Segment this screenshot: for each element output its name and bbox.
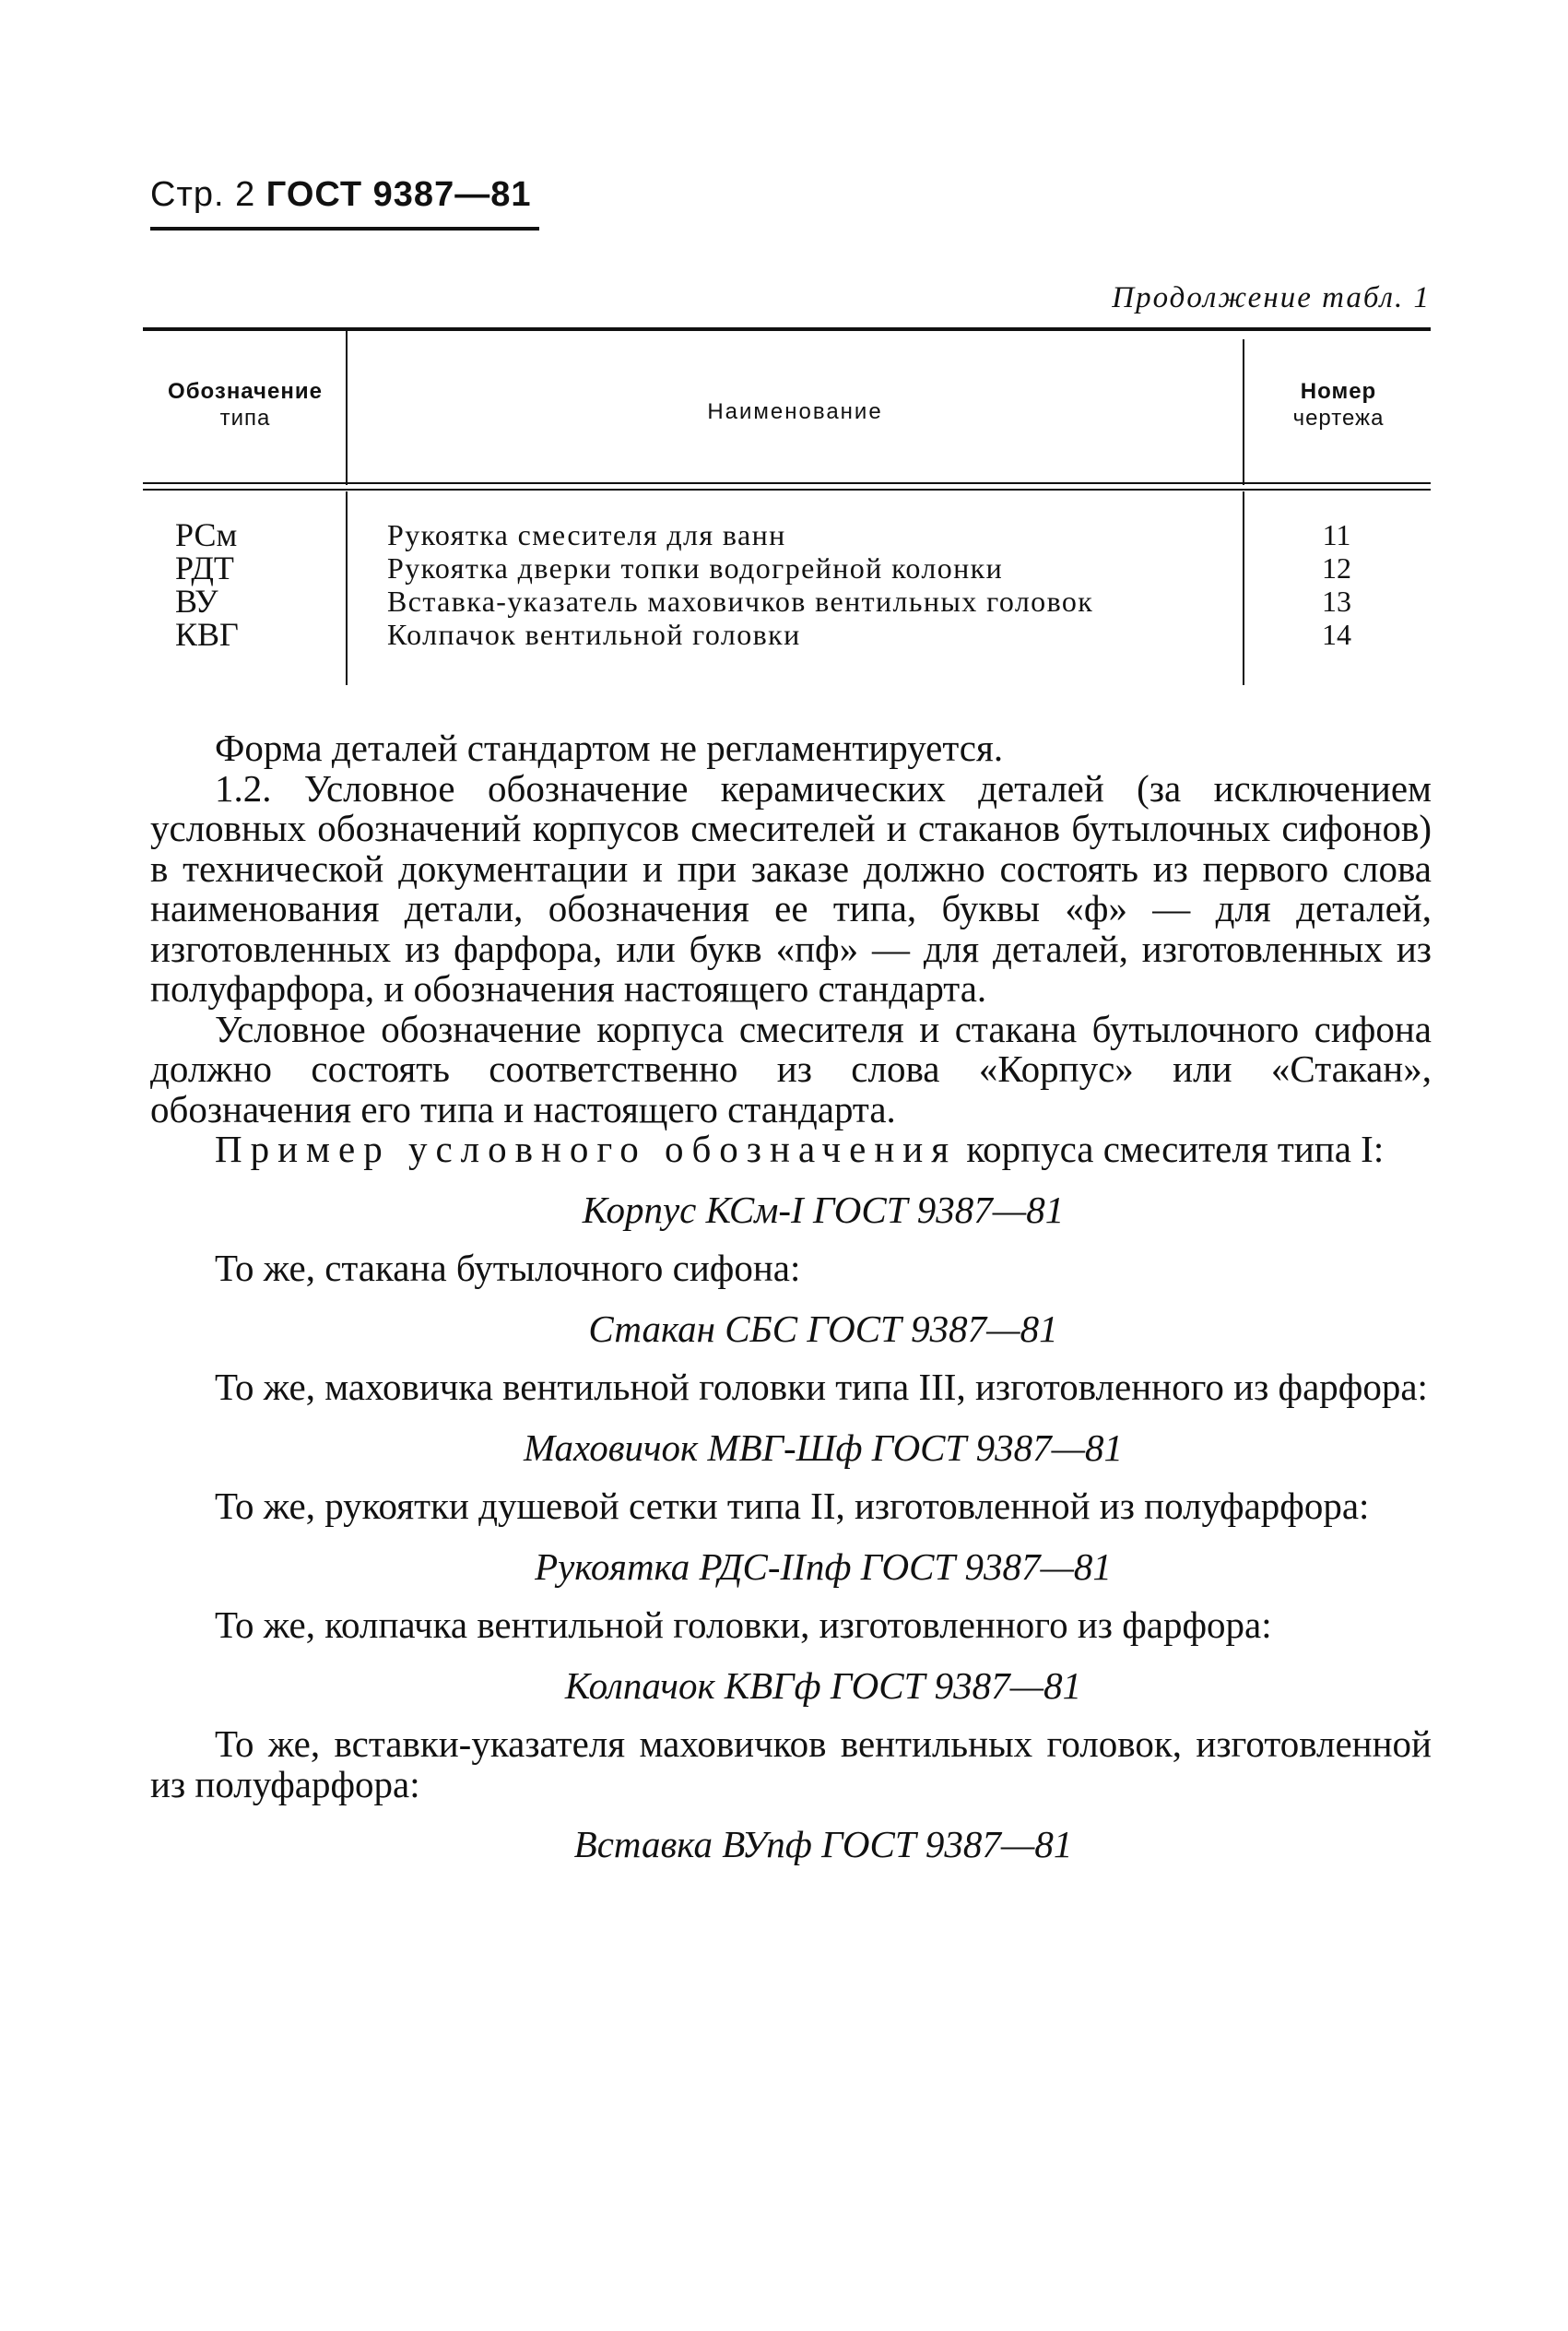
body-text [150, 728, 1432, 1865]
table-column-divider [346, 330, 348, 485]
standard-number: ГОСТ 9387—81 [265, 175, 532, 214]
page-header [150, 175, 531, 215]
table-cell-drawing: 14 [1322, 618, 1351, 651]
table-caption: Продолжение табл. 1 [1112, 281, 1431, 314]
paragraph: То же, рукоятки душевой сетки типа II, изготовленной из полуфарфора: [215, 1485, 1370, 1527]
header-name: Наименование [707, 399, 883, 424]
header-rule [150, 227, 539, 231]
table-cell-type: РСм [175, 516, 238, 553]
name-column [387, 518, 1093, 651]
drawing-column [1291, 518, 1383, 651]
table-cell-name: Вставка-указатель маховичков вентильных головок [387, 585, 1094, 618]
table-cell-name: Рукоятка дверки топки водогрейной колонки [387, 551, 1004, 585]
paragraph: То же, вставки-указателя маховичков вентильных головок, изготовленной из полуфарфора: [150, 1722, 1432, 1805]
designation-example: Вставка ВУпф ГОСТ 9387—81 [573, 1823, 1073, 1865]
paragraph: 1.2. Условное обозначение керамических деталей (за исключением условных обозначений корпусов смесителей и стаканов бутылочных сифонов) в технической документации и при заказе должно состоять из первого слова наименования детали, обозначения ее типа, буквы «ф» — для деталей, изготовленных из фарфора, или букв «пф» — для деталей, изготовленных из полуфарфора, и обозначения настоящего стандарта. [150, 766, 1432, 1010]
page-number: Стр. 2 [150, 175, 256, 214]
paragraph: Пример условного обозначения корпуса смесителя типа I: [215, 1128, 1385, 1170]
table-cell-type: РДТ [175, 550, 234, 586]
paragraph: То же, стакана бутылочного сифона: [215, 1247, 801, 1289]
header-drawing: Номер чертежа [1292, 379, 1385, 431]
spaced-term: Пример условного обозначения [215, 1128, 958, 1170]
table-header-rule [143, 482, 1431, 484]
designation-example: Рукоятка РДС-IIпф ГОСТ 9387—81 [535, 1544, 1112, 1588]
table-column-divider [346, 491, 348, 685]
paragraph: Форма деталей стандартом не регламентируется. [215, 727, 1004, 769]
table-cell-name: Рукоятка смесителя для ванн [387, 518, 786, 551]
table-header-rule [143, 489, 1431, 491]
table-column-divider [1243, 491, 1244, 685]
designation-example: Стакан СБС ГОСТ 9387—81 [588, 1307, 1058, 1350]
paragraph: Условное обозначение корпуса смесителя и стакана бутылочного сифона должно состоять соответственно из слова «Корпус» или «Стакан», обозначения его типа и настоящего стандарта. [150, 1007, 1432, 1130]
paragraph: То же, маховичка вентильной головки типа III, изготовленного из фарфора: [215, 1366, 1428, 1408]
table-cell-drawing: 12 [1322, 551, 1351, 585]
designation-example: Маховичок МВГ-Шф ГОСТ 9387—81 [523, 1426, 1124, 1469]
table-cell-type: ВУ [175, 583, 218, 620]
table-cell-name: Колпачок вентильной головки [387, 618, 801, 651]
header-type: Обозначение типа [168, 379, 323, 431]
table-cell-drawing: 11 [1322, 518, 1351, 551]
table-cell-drawing: 13 [1322, 585, 1351, 618]
table-cell-type: КВГ [175, 616, 239, 653]
designation-example: Корпус КСм-I ГОСТ 9387—81 [582, 1188, 1065, 1231]
designation-example: Колпачок КВГф ГОСТ 9387—81 [564, 1663, 1082, 1707]
table-top-rule [143, 327, 1431, 331]
paragraph: То же, колпачка вентильной головки, изготовленного из фарфора: [215, 1603, 1272, 1646]
table-column-divider [1243, 339, 1244, 485]
type-column [175, 518, 239, 651]
